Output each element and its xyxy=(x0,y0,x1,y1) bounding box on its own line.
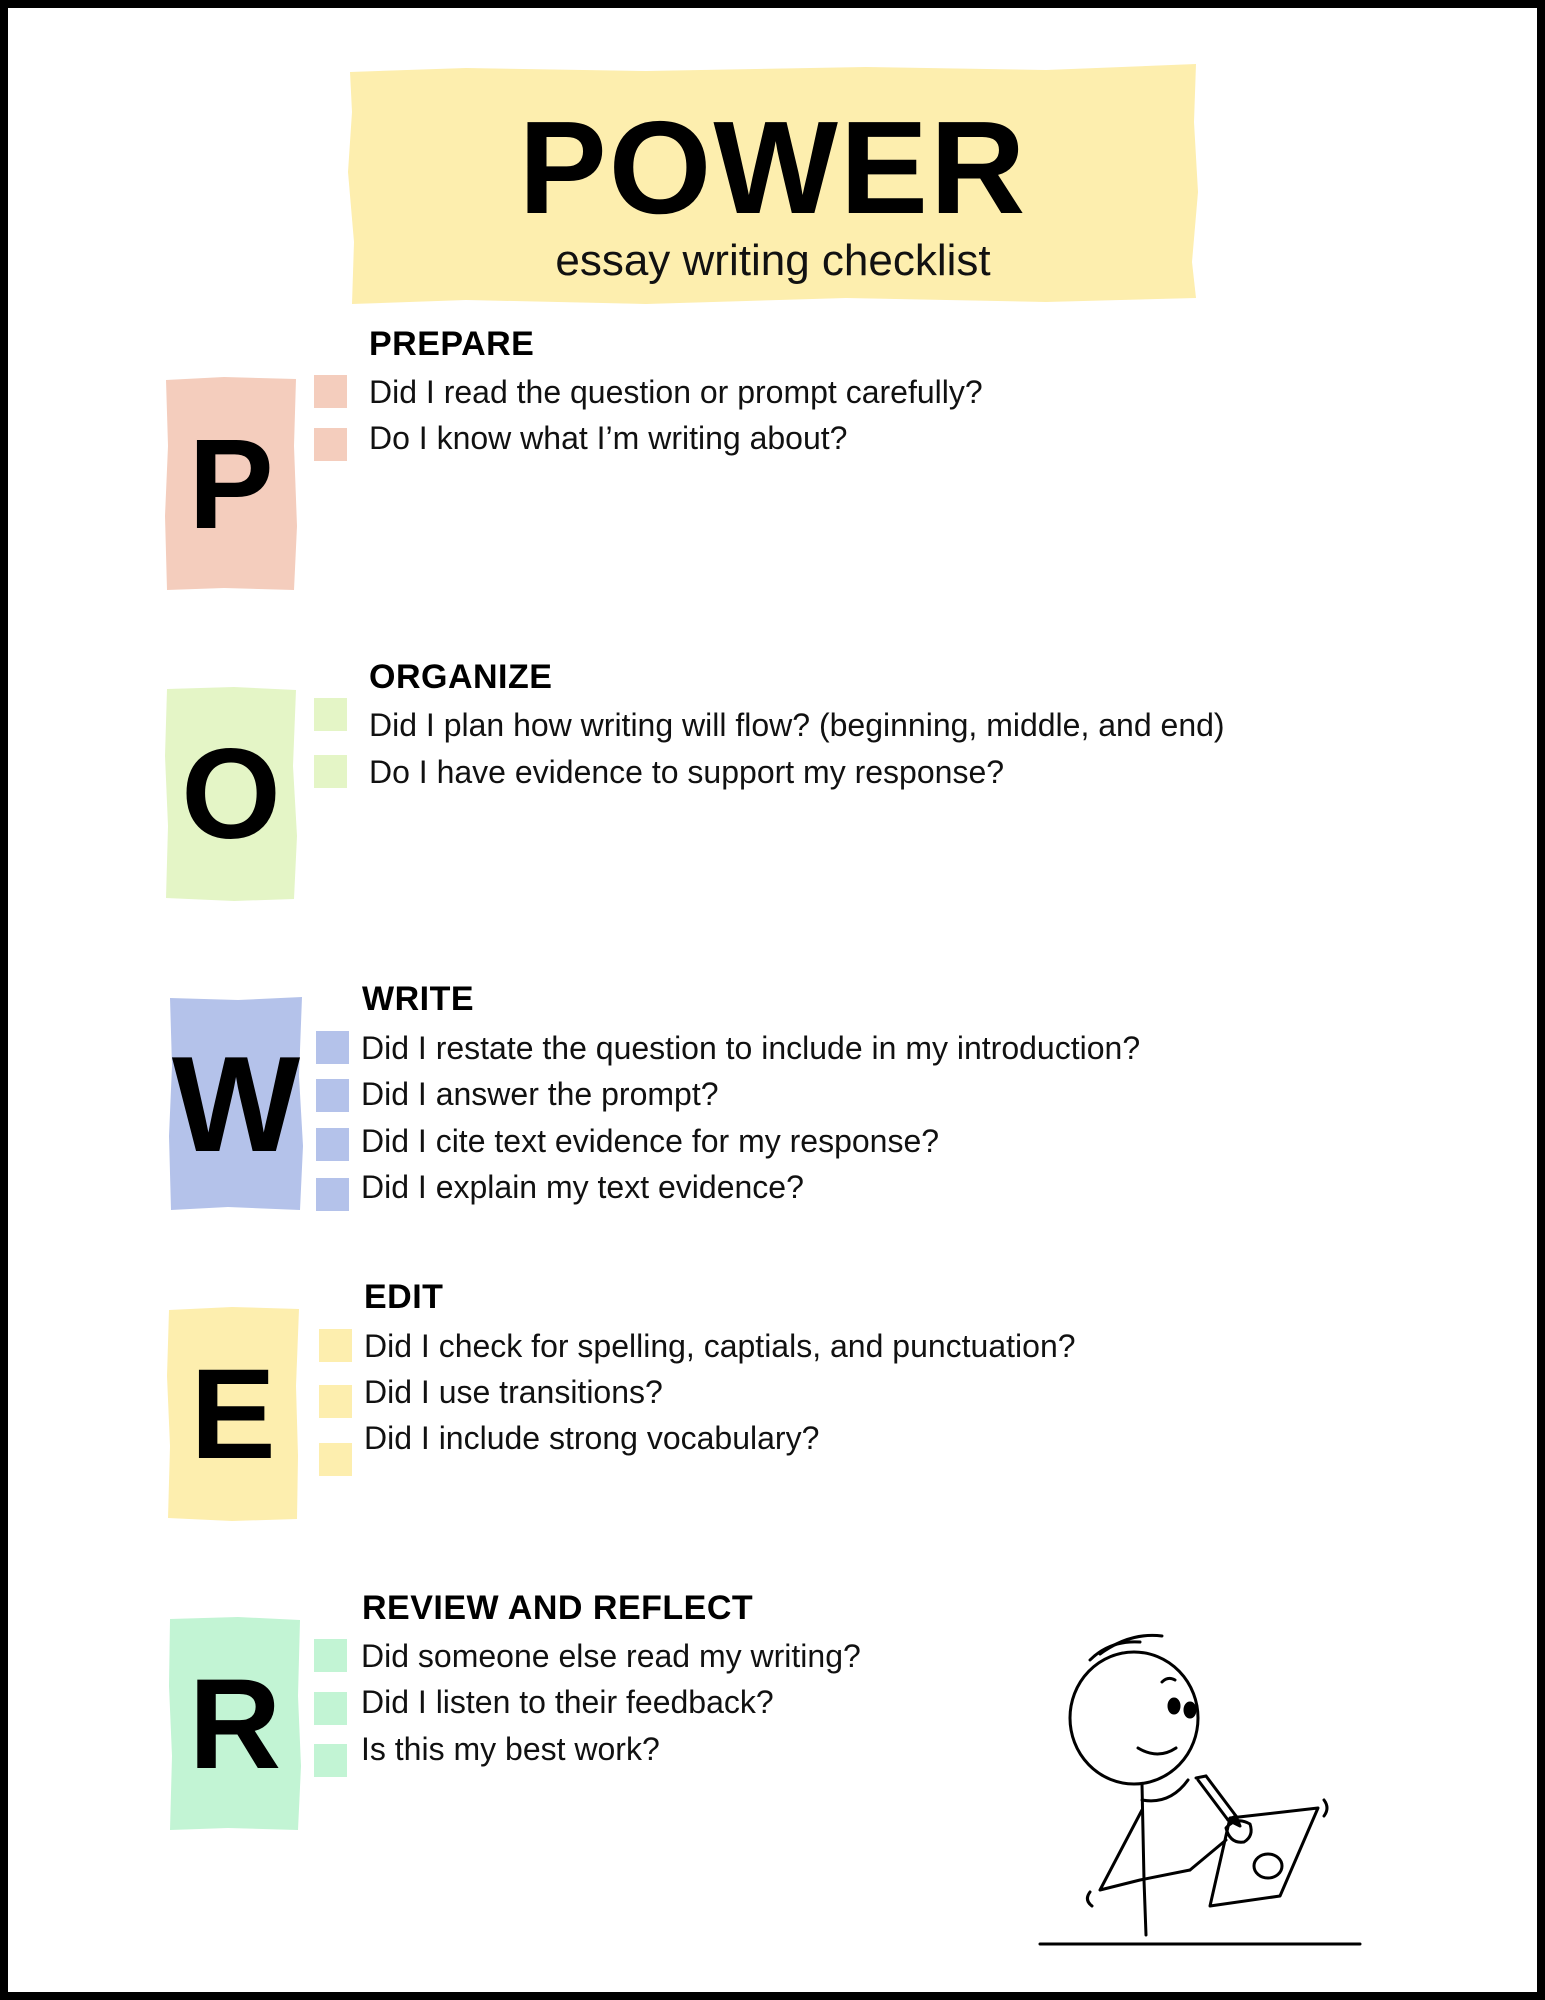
checkbox-review-3[interactable] xyxy=(314,1744,347,1777)
item-edit-2: Did I use transitions? xyxy=(364,1374,663,1410)
letter-block-r xyxy=(168,1616,302,1832)
item-edit-3: Did I include strong vocabulary? xyxy=(364,1420,820,1456)
letter-r: R xyxy=(188,1652,282,1796)
item-write-3: Did I cite text evidence for my response? xyxy=(361,1123,940,1159)
letter-block-p xyxy=(164,376,298,592)
checkbox-review-2[interactable] xyxy=(314,1692,347,1725)
checkbox-write-2[interactable] xyxy=(316,1079,349,1112)
checkbox-write-1[interactable] xyxy=(316,1031,349,1064)
letter-p: P xyxy=(188,412,274,556)
letter-block-o xyxy=(164,686,298,902)
checkbox-prepare-1[interactable] xyxy=(314,375,347,408)
checkbox-edit-3[interactable] xyxy=(319,1443,352,1476)
stick-figure-writing-icon xyxy=(1030,1630,1370,1950)
checkbox-write-3[interactable] xyxy=(316,1128,349,1161)
letter-w: W xyxy=(171,1028,301,1180)
letter-block-e xyxy=(166,1306,300,1522)
item-edit-1: Did I check for spelling, captials, and punctuation? xyxy=(364,1328,1076,1364)
item-organize-2: Do I have evidence to support my response? xyxy=(369,754,1005,790)
heading-review-and-reflect: REVIEW AND REFLECT xyxy=(362,1589,754,1627)
letter-block-w xyxy=(168,996,304,1212)
checkbox-edit-2[interactable] xyxy=(319,1385,352,1418)
letter-o: O xyxy=(181,722,281,866)
heading-edit: EDIT xyxy=(364,1278,444,1316)
item-review-1: Did someone else read my writing? xyxy=(361,1638,861,1674)
item-review-2: Did I listen to their feedback? xyxy=(361,1684,774,1720)
checkbox-organize-1[interactable] xyxy=(314,698,347,731)
title-banner xyxy=(346,62,1200,306)
heading-prepare: PREPARE xyxy=(369,325,535,363)
checkbox-review-1[interactable] xyxy=(314,1639,347,1672)
checkbox-write-4[interactable] xyxy=(316,1178,349,1211)
checkbox-edit-1[interactable] xyxy=(319,1329,352,1362)
item-review-3: Is this my best work? xyxy=(361,1731,660,1767)
item-write-1: Did I restate the question to include in my introduction? xyxy=(361,1030,1141,1066)
heading-write: WRITE xyxy=(362,980,475,1018)
letter-e: E xyxy=(190,1342,276,1486)
item-write-4: Did I explain my text evidence? xyxy=(361,1169,804,1205)
heading-organize: ORGANIZE xyxy=(369,658,553,696)
checkbox-organize-2[interactable] xyxy=(314,755,347,788)
checkbox-prepare-2[interactable] xyxy=(314,428,347,461)
page-title: POWER xyxy=(518,94,1028,241)
page-subtitle: essay writing checklist xyxy=(555,236,991,285)
item-organize-1: Did I plan how writing will flow? (beginning, middle, and end) xyxy=(369,707,1225,743)
item-prepare-1: Did I read the question or prompt carefully? xyxy=(369,374,983,410)
item-prepare-2: Do I know what I’m writing about? xyxy=(369,420,848,456)
item-write-2: Did I answer the prompt? xyxy=(361,1076,719,1112)
